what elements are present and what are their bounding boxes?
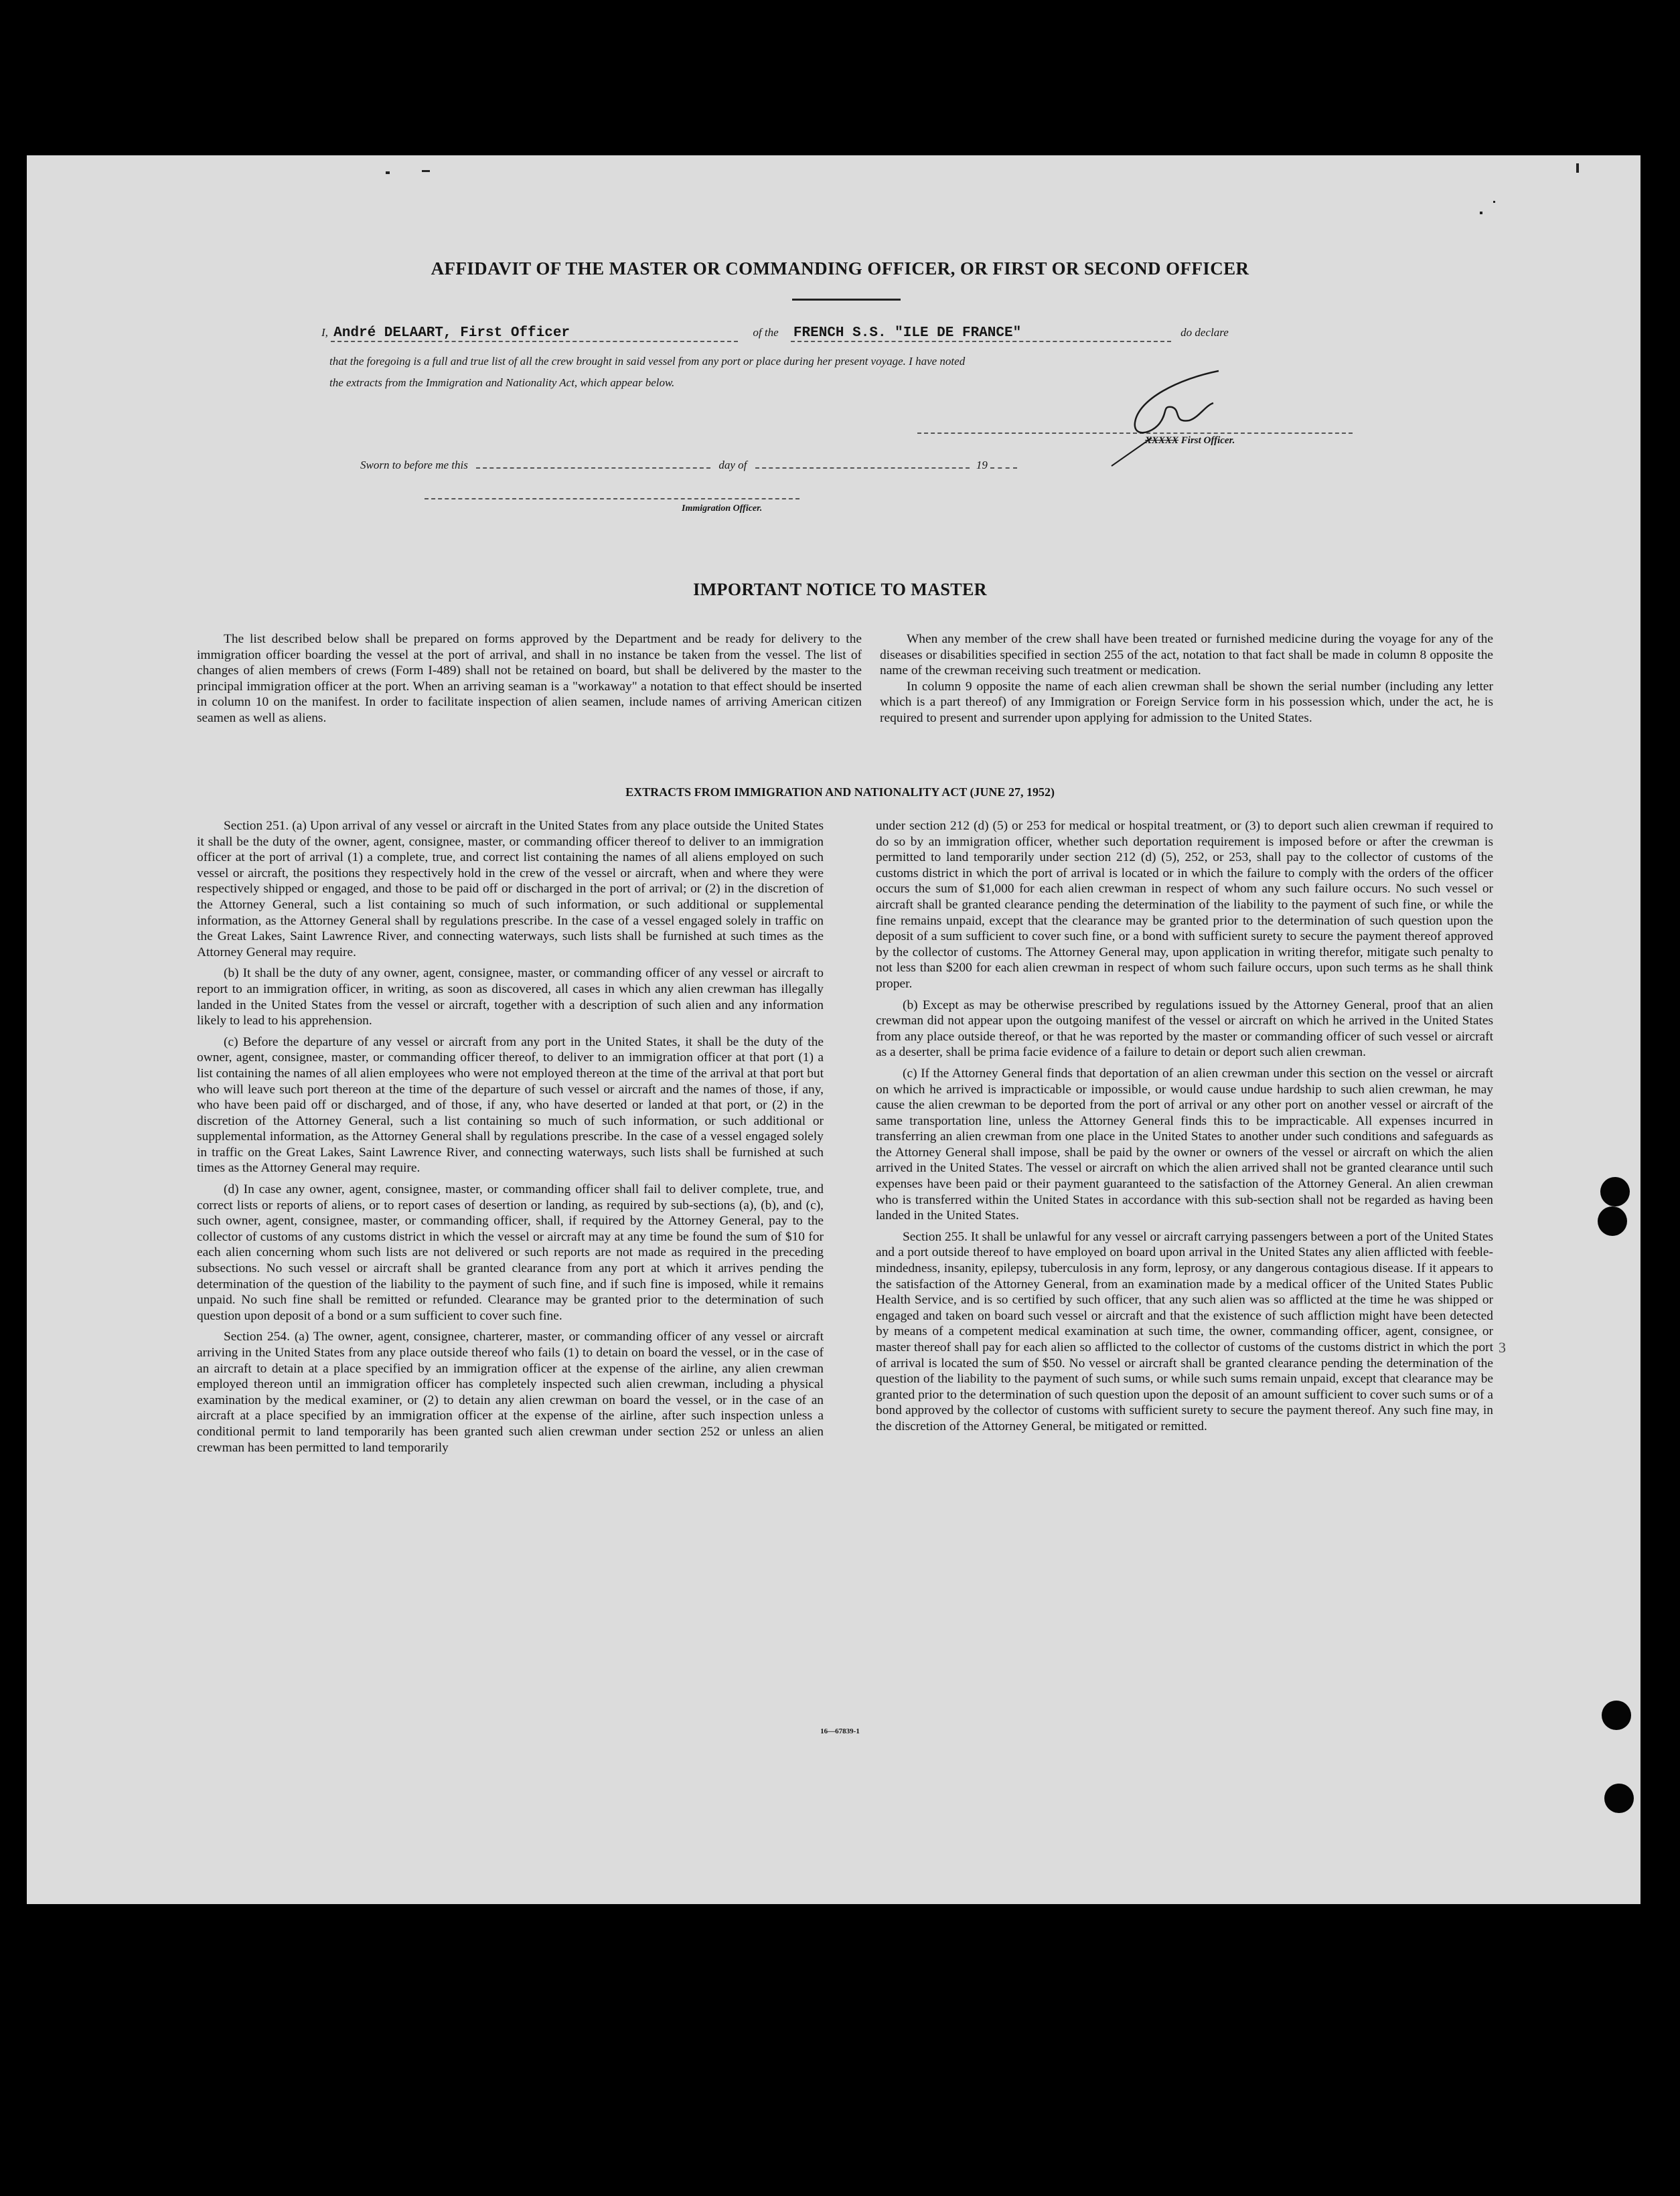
affidavit-line-3: the extracts from the Immigration and Nationality Act, which appear below. bbox=[329, 376, 675, 389]
immigration-officer-label: Immigration Officer. bbox=[682, 503, 763, 514]
section-251-d: (d) In case any owner, agent, consignee, master, or commanding officer shall fail to deliver complete, true, and correct lists or reports of aliens, or to report cases of desertion or landing, as required by sub-sections (a), (b), and (c), such owner, agent, consignee, master, or commanding officer, shall, if required by the Attorney General, pay to the collector of customs of any customs district in which the vessel or aircraft may at any time be found the sum of $10 for each alien concerning whom such lists are not delivered or such reports are not made as required in the preceding subsections. No such vessel or aircraft shall be granted clearance from any port at which it arrives pending the determination of the question of the liability to the payment of such fine, and if such fine is imposed, while it remains unpaid. No such fine shall be remitted or refunded. Clearance may be granted prior to the determination of such question upon deposit of a bond or a sum sufficient to cover such fine. bbox=[197, 1182, 824, 1323]
month-field[interactable] bbox=[755, 455, 970, 469]
section-251-c: (c) Before the departure of any vessel or aircraft from any port in the United States, it shall be the duty of the owner, agent, consignee, master, or commanding officer thereof, to deliver to an immigration officer at that port (1) a list containing the names of all alien employees who were not employed thereon at the time of the arrival at that port but who will leave such port thereon at the time of the departure of such vessel or aircraft and the names of those, if any, who have been paid off or discharged, and of those, if any, who have deserted or landed at that port, or (2) in the discretion of the Attorney General, such a list containing so much of such information, or such additional or supplemental information, as the Attorney General shall by regulations prescribe. In the case of a vessel engaged solely in traffic on the Great Lakes, Saint Lawrence River, and connecting waterways, such lists shall be furnished at such times as the Attorney General may require. bbox=[197, 1034, 824, 1176]
section-254-a-continued: under section 212 (d) (5) or 253 for medical or hospital treatment, or (3) to deport such alien crewman if required to do so by an immigration officer, whether such deportation requirement is imposed before or after the crewman is permitted to land temporarily under section 212 (d) (5), 252, or 253, shall pay to the collector of customs of the customs district in which the port of arrival is located or in which the failure to comply with the orders of the officer occurs the sum of $1,000 for each alien crewman in respect of whom any such failure occurs. No such vessel or aircraft shall be granted clearance pending the determination of the liability to the payment of such fine, or while the fine remains unpaid, except that the clearance may be granted prior to the determination of such question upon the deposit of a sum sufficient to cover such fine, or a bond with sufficient surety to secure the payment thereof approved by the collector of customs. The Attorney General may, upon application in writing therefor, mitigate such penalty to not less than $200 for each alien crewman in respect of whom such failure occurs, upon such terms as he shall think proper. bbox=[876, 819, 1493, 991]
title-underline bbox=[792, 299, 901, 301]
scan-speck bbox=[1576, 163, 1579, 173]
form-code: 16—67839-1 bbox=[820, 1727, 860, 1735]
year-prefix-label: 19 bbox=[976, 459, 988, 471]
officer-name-field[interactable]: André DELAART, First Officer bbox=[331, 325, 738, 342]
sworn-line bbox=[360, 455, 1017, 472]
punch-hole bbox=[1602, 1701, 1631, 1730]
struck-text: XXXXX bbox=[1145, 435, 1179, 446]
vessel-name-field[interactable]: FRENCH S.S. "ILE DE FRANCE" bbox=[791, 325, 1171, 342]
notice-heading: IMPORTANT NOTICE TO MASTER bbox=[693, 580, 987, 599]
sworn-label: Sworn to before me this bbox=[360, 459, 468, 471]
section-251-a: Section 251. (a) Upon arrival of any vessel or aircraft in the United States from any place outside the United States it shall be the duty of the owner, agent, consignee, master, or commanding officer thereof to deliver to an immigration officer at the port of arrival (1) a complete, true, and correct list containing the names of all aliens employed on such vessel or aircraft, the positions they respectively hold in the crew of the vessel or aircraft, when and where they were respectively shipped or engaged, and those to be paid off or discharged in the port of arrival; or (2) in the discretion of the Attorney General, such a list containing so much of such information, or such additional or supplemental information, as the Attorney General shall by regulations prescribe. In the case of a vessel engaged solely in traffic on the Great Lakes, Saint Lawrence River, and connecting waterways, such lists shall be furnished at such times as the Attorney General may require. bbox=[197, 819, 824, 959]
punch-hole bbox=[1598, 1206, 1627, 1236]
notice-right-column bbox=[880, 631, 1493, 732]
affidavit-line-1 bbox=[321, 325, 1229, 342]
notice-right-paragraph-1: When any member of the crew shall have been treated or furnished medicine during the voyage for any of the diseases or disabilities specified in section 255 of the act, notation to that fact shall be made in column 8 opposite the name of the crewman receiving such treatment or medication. bbox=[880, 632, 1493, 678]
officer-caption bbox=[1145, 435, 1235, 447]
immigration-officer-signature-line[interactable] bbox=[425, 498, 799, 499]
do-declare-label: do declare bbox=[1180, 326, 1229, 339]
extracts-right-column bbox=[876, 818, 1493, 1440]
section-254-a: Section 254. (a) The owner, agent, consignee, charterer, master, or commanding officer of any vessel or aircraft arriving in the United States from any place outside thereof who fails (1) to detain on board the vessel, or in the case of an aircraft to detain at a place specified by an immigration officer at the expense of the airline, any alien crewman employed thereon until an immigration officer has completely inspected such alien crewman, including a physical examination by the medical examiner, or (2) to detain any alien crewman on board the vessel, or in the case of an aircraft at a place specified by an immigration officer at the expense of the airline, after such inspection unless a conditional permit to land temporarily has been granted such alien crewman under section 252 or unless an alien crewman has been permitted to land temporarily bbox=[197, 1330, 824, 1455]
day-of-label: day of bbox=[718, 459, 747, 471]
of-the-label: of the bbox=[753, 326, 779, 339]
extracts-heading: EXTRACTS FROM IMMIGRATION AND NATIONALITY ACT (JUNE 27, 1952) bbox=[625, 785, 1055, 799]
section-251-b: (b) It shall be the duty of any owner, agent, consignee, master, or commanding officer of any vessel or aircraft to report to an immigration officer, in writing, as soon as discovered, all cases in which any alien crewman has illegally landed in the United States from the vessel or aircraft, together with a description of such alien and any information likely to lead to his apprehension. bbox=[197, 966, 824, 1028]
punch-hole bbox=[1600, 1177, 1630, 1206]
section-254-b: (b) Except as may be otherwise prescribed by regulations issued by the Attorney General, proof that an alien crewman did not appear upon the outgoing manifest of the vessel or aircraft on which he arrived in the United States from any place outside thereof, or that he was reported by the master or commanding officer of such vessel or aircraft as a deserter, shall be prima facie evidence of a failure to detain or deport such alien crewman. bbox=[876, 998, 1493, 1060]
scan-speck bbox=[1493, 201, 1495, 203]
notice-left-column bbox=[197, 631, 862, 732]
officer-signature bbox=[1098, 359, 1252, 473]
year-field[interactable] bbox=[990, 455, 1017, 469]
scan-speck bbox=[386, 171, 390, 174]
document-title: AFFIDAVIT OF THE MASTER OR COMMANDING OFFICER, OR FIRST OR SECOND OFFICER bbox=[431, 258, 1249, 279]
section-255: Section 255. It shall be unlawful for any vessel or aircraft carrying passengers between a port of the United States and a port outside thereof to have employed on board upon arrival in the United States any alien afflicted with feeble-mindedness, insanity, epilepsy, tuberculosis in any form, leprosy, or any dangerous contagious disease. If it appears to the satisfaction of the Attorney General, from an examination made by a medical officer of the United States Public Health Service, and is so certified by such officer, that any such alien was so afflicted at the time he was shipped or engaged and taken on board such vessel or aircraft and that the existence of such affliction might have been detected by means of a competent medical examination at such time, the owner, commanding officer, agent, consignee, or master thereof shall pay for each alien so afflicted to the collector of customs of the customs district in which the port of arrival is located the sum of $50. No vessel or aircraft shall be granted clearance pending the determination of the question of the liability to the payment of such sums, or while such sums remain unpaid, except that clearance may be granted prior to the determination of such question upon the deposit of an amount sufficient to cover such sums or of a bond approved by the collector of customs with sufficient surety to secure the payment thereof. Any such fine may, in the discretion of the Attorney General, be mitigated or remitted. bbox=[876, 1229, 1493, 1433]
pronoun-label: I, bbox=[321, 326, 328, 339]
extracts-left-column bbox=[197, 818, 824, 1461]
scan-speck bbox=[1480, 212, 1482, 214]
officer-caption-text: First Officer. bbox=[1180, 435, 1235, 446]
margin-mark: 3 bbox=[1499, 1339, 1506, 1356]
section-254-c: (c) If the Attorney General finds that deportation of an alien crewman under this section on the vessel or aircraft on which he arrived is impracticable or impossible, or would cause undue hardship to such alien crewman, he may cause the alien crewman to be deported from the port of arrival or any other port on another vessel or aircraft of the same transportation line, unless the Attorney General finds this to be impracticable. All expenses incurred in transferring an alien crewman from one place in the United States to another under such conditions and safeguards as the Attorney General shall impose, shall be paid by the owner or owners of the vessel or aircraft on which the alien arrived in the United States. The vessel or aircraft on which the alien arrived shall not be granted clearance until such expenses have been paid or their payment guaranteed to the satisfaction of the Attorney General. An alien crewman who is transferred within the United States in accordance with this sub-section shall not be regarded as having been landed in the United States. bbox=[876, 1066, 1493, 1223]
sworn-date-field[interactable] bbox=[476, 455, 710, 469]
notice-left-paragraph: The list described below shall be prepared on forms approved by the Department and be ready for delivery to the immigration officer boarding the vessel at the port of arrival, and shall in no instance be taken from the vessel. The list of changes of alien members of crews (Form I-489) shall not be retained on board, but shall be delivered by the master to the principal immigration officer at the port. When an arriving seaman is a "workaway" a notation to that effect should be inserted in column 10 on the manifest. In order to facilitate inspection of alien seamen, include names of arriving American citizen seamen as well as aliens. bbox=[197, 632, 862, 725]
affidavit-line-2: that the foregoing is a full and true list of all the crew brought in said vessel from any port or place during her present voyage. I have noted bbox=[329, 355, 966, 368]
punch-hole bbox=[1604, 1784, 1634, 1813]
notice-right-paragraph-2: In column 9 opposite the name of each alien crewman shall be shown the serial number (including any letter which is a part thereof) of any Immigration or Foreign Service form in his possession which, under the act, he is required to present and surrender upon applying for admission to the United States. bbox=[880, 679, 1493, 725]
scan-speck bbox=[422, 170, 430, 172]
